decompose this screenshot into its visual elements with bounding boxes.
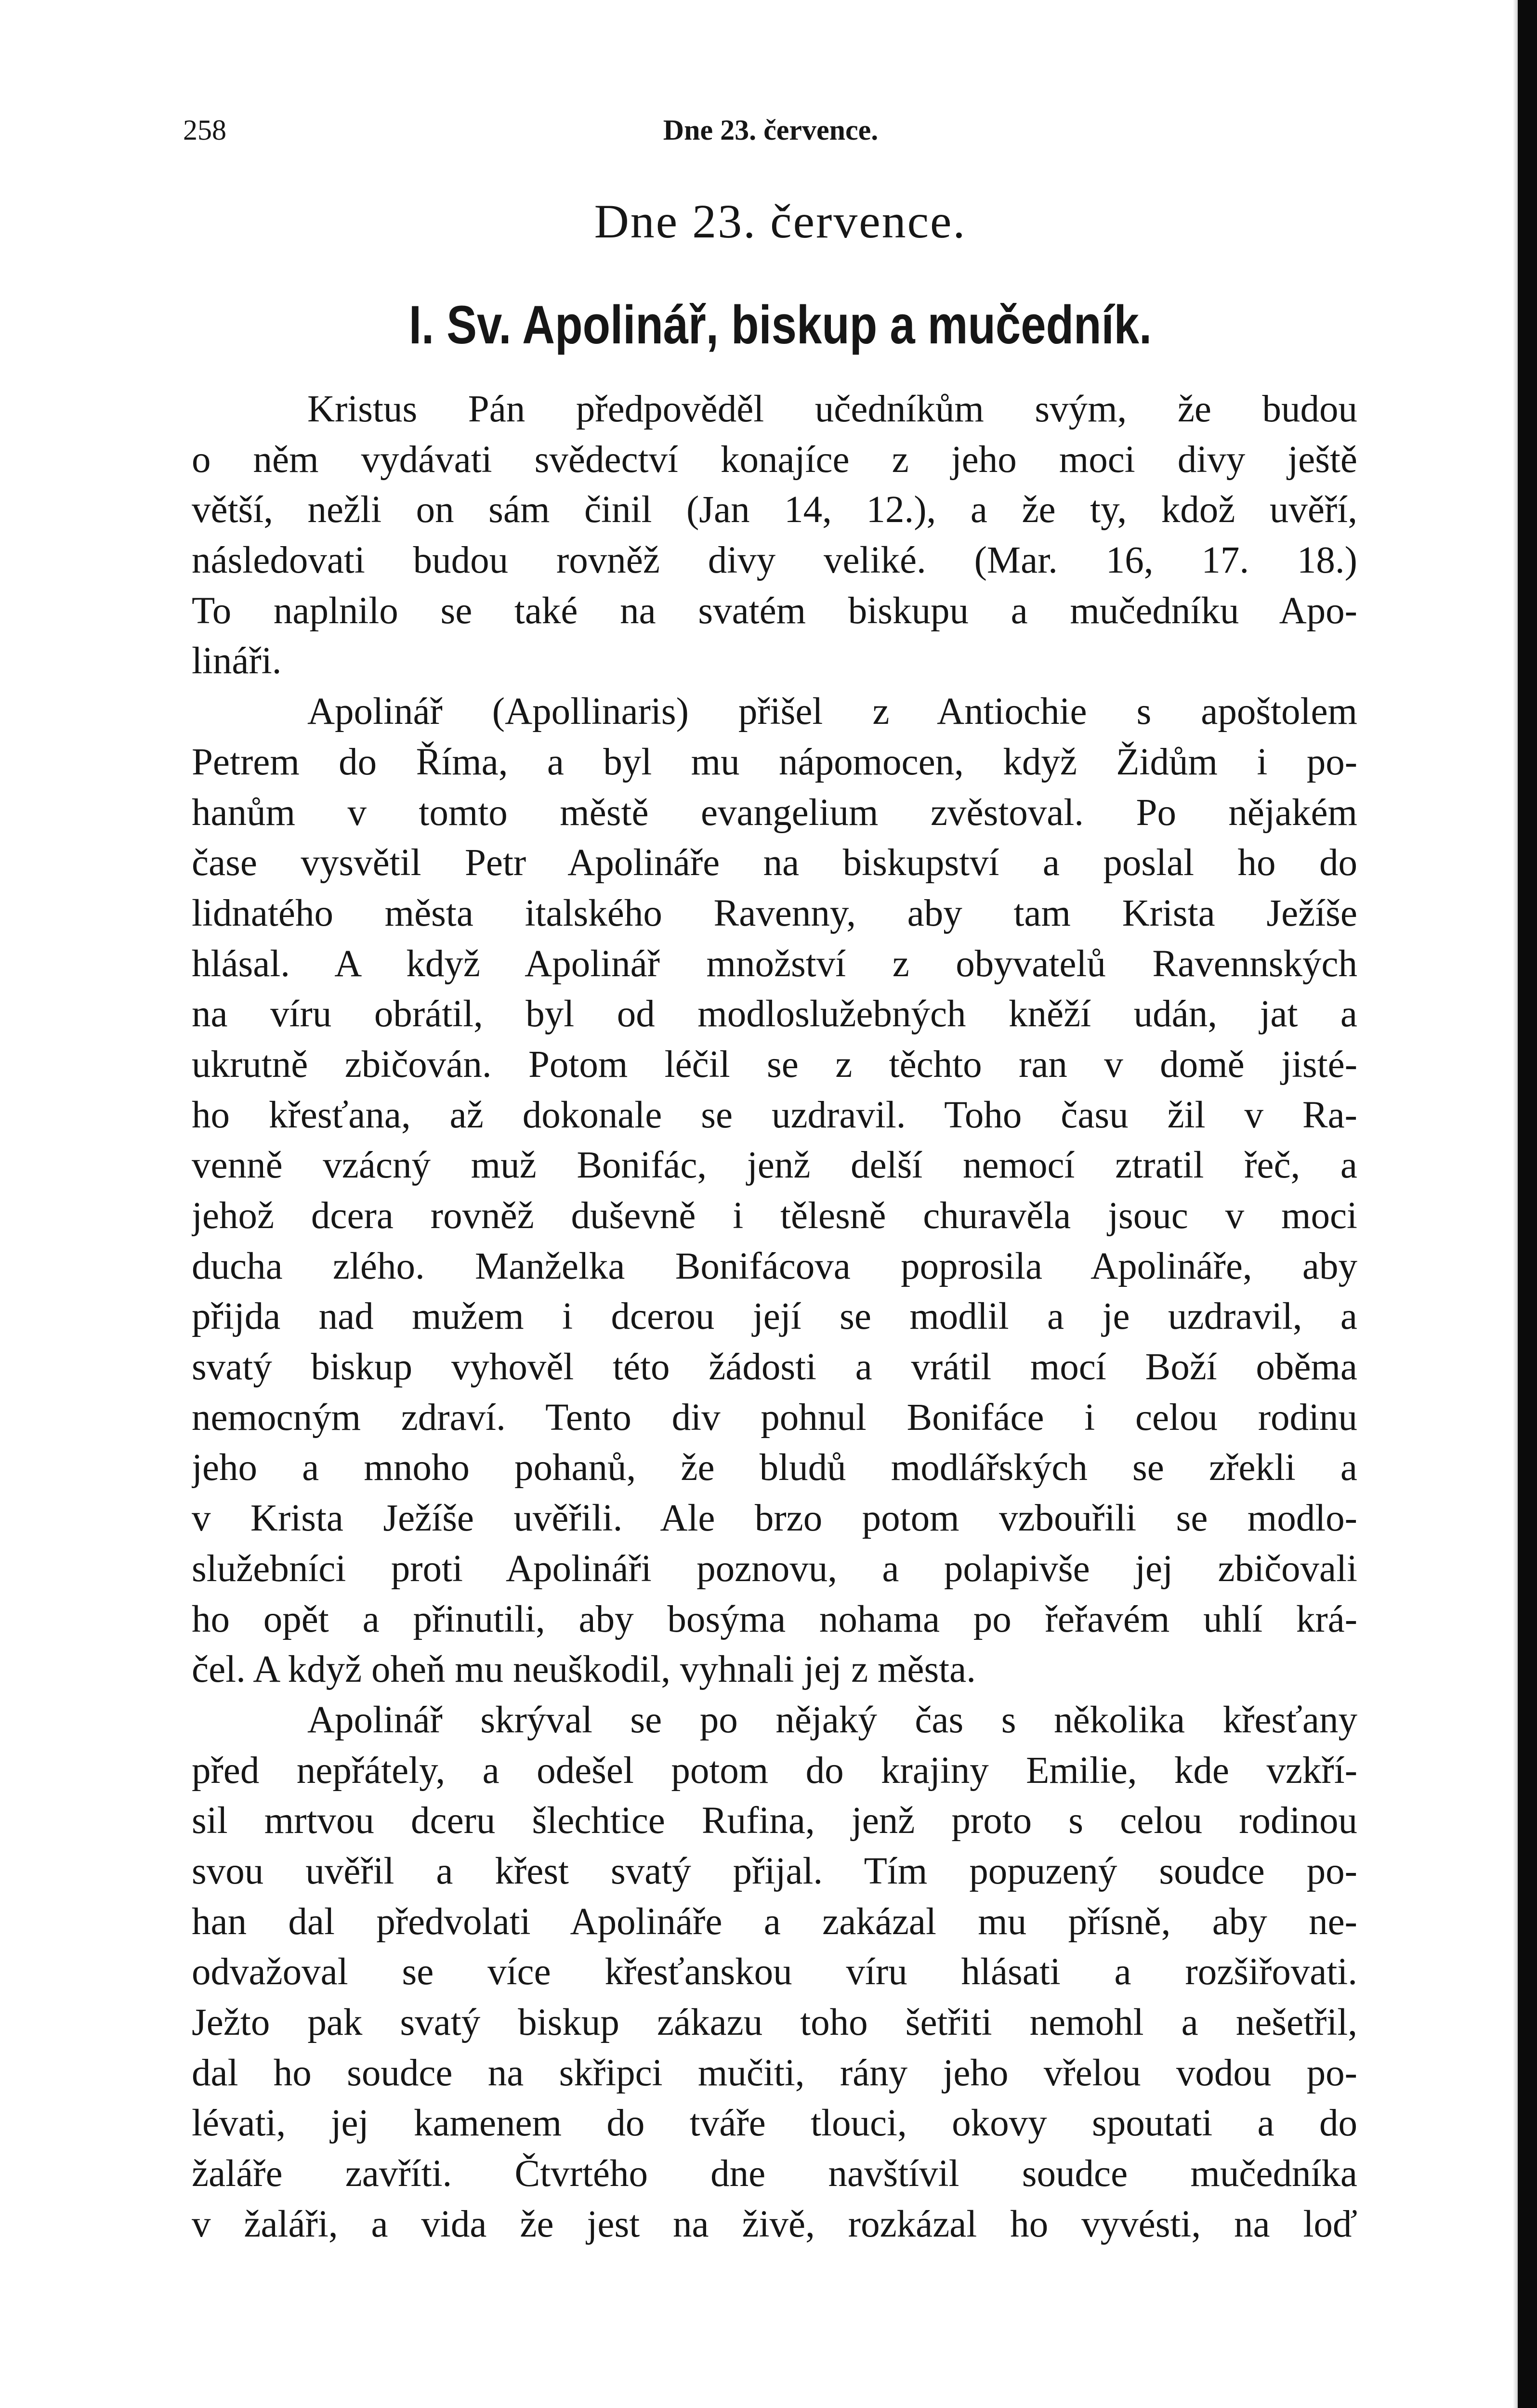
text-line: lévati, jej kamenem do tváře tlouci, okovy spoutati a do [192,2102,1357,2145]
text-line: venně vzácný muž Bonifác, jenž delší nemocí ztratil řeč, a [192,1144,1357,1187]
text-line: služebníci proti Apolináři poznovu, a polapivše jej zbičovali [192,1547,1357,1590]
running-title: Dne 23. července. [663,114,879,146]
text-line: v Krista Ježíše uvěřili. Ale brzo potom vzbouřili se modlo- [192,1497,1357,1540]
text-line: jeho a mnoho pohanů, že bludů modlářských se zřekli a [192,1447,1357,1489]
text-line: sil mrtvou dceru šlechtice Rufina, jenž proto s celou rodinou [192,1800,1357,1842]
text-line: Ježto pak svatý biskup zákazu toho šetřiti nemohl a nešetřil, [192,2002,1357,2043]
text-line: lidnatého města italského Ravenny, aby tam Krista Ježíše [192,892,1357,934]
text-line: han dal předvolati Apolináře a zakázal mu přísně, aby ne- [192,1900,1357,1943]
text-line: čase vysvětil Petr Apolináře na biskupství a poslal ho do [192,842,1357,884]
text-line: hanům v tomto městě evangelium zvěstoval. Po nějakém [192,791,1357,834]
text-line: ukrutně zbičován. Potom léčil se z těchto ran v domě jisté- [192,1043,1357,1086]
text-line: odvažoval se více křesťanskou víru hlásati a rozšiřovati. [192,1951,1357,1993]
text-line: jehož dcera rovněž duševně i tělesně churavěla jsouc v moci [192,1195,1357,1237]
text-line: svou uvěřil a křest svatý přijal. Tím popuzený soudce po- [192,1850,1357,1892]
text-line: hlásal. A když Apolinář množství z obyvatelů Ravennských [192,942,1357,985]
text-line: ducha zlého. Manželka Bonifácova poprosila Apolináře, aby [192,1245,1357,1287]
text-line: následovati budou rovněž divy veliké. (Mar. 16, 17. 18.) [192,539,1357,582]
text-line: Apolinář skrýval se po nějaký čas s několika křesťany [307,1699,1357,1741]
text-line: čel. A když oheň mu neuškodil, vyhnali jej z města. [192,1649,976,1691]
running-head [183,108,1358,152]
text-line: větší, nežli on sám činil (Jan 14, 12.), a že ty, kdož uvěří, [192,489,1357,531]
text-line: lináři. [192,640,282,682]
body-text [192,384,1357,2250]
text-line: Apolinář (Apollinaris) přišel z Antiochie s apoštolem [307,691,1357,733]
page-edge-shadow [1513,0,1518,2408]
text-line: v žaláři, a vida že jest na živě, rozkázal ho vyvésti, na loď [192,2203,1357,2245]
scan-border [1518,0,1537,2408]
text-line: přijda nad mužem i dcerou její se modlil a je uzdravil, a [192,1296,1357,1338]
page-number: 258 [183,114,226,146]
text-line: před nepřátely, a odešel potom do krajiny Emilie, kde vzkří- [192,1749,1357,1792]
text-line: Petrem do Říma, a byl mu nápomocen, když Židům i po- [192,741,1357,783]
text-line: o něm vydávati svědectví konajíce z jeho moci divy ještě [192,438,1357,481]
text-line: dal ho soudce na skřipci mučiti, rány jeho vřelou vodou po- [192,2052,1357,2094]
text-line: na víru obrátil, byl od modloslužebných kněží udán, jat a [192,993,1357,1035]
text-line: žaláře zavříti. Čtvrtého dne navštívil soudce mučedníka [192,2153,1357,2195]
text-line: Kristus Pán předpověděl učedníkům svým, že budou [307,388,1357,430]
text-line: nemocným zdraví. Tento div pohnul Bonifáce i celou rodinu [192,1396,1357,1439]
text-line: To naplnilo se také na svatém biskupu a mučedníku Apo- [192,589,1357,632]
text-line: svatý biskup vyhověl této žádosti a vrátil mocí Boží oběma [192,1346,1357,1388]
date-heading: Dne 23. července. [594,195,967,248]
section-heading: I. Sv. Apolinář, biskup a mučedník. [408,295,1152,355]
text-line: ho opět a přinutili, aby bosýma nohama po řeřavém uhlí krá- [192,1598,1357,1640]
text-line: ho křesťana, až dokonale se uzdravil. Toho času žil v Ra- [192,1094,1357,1136]
